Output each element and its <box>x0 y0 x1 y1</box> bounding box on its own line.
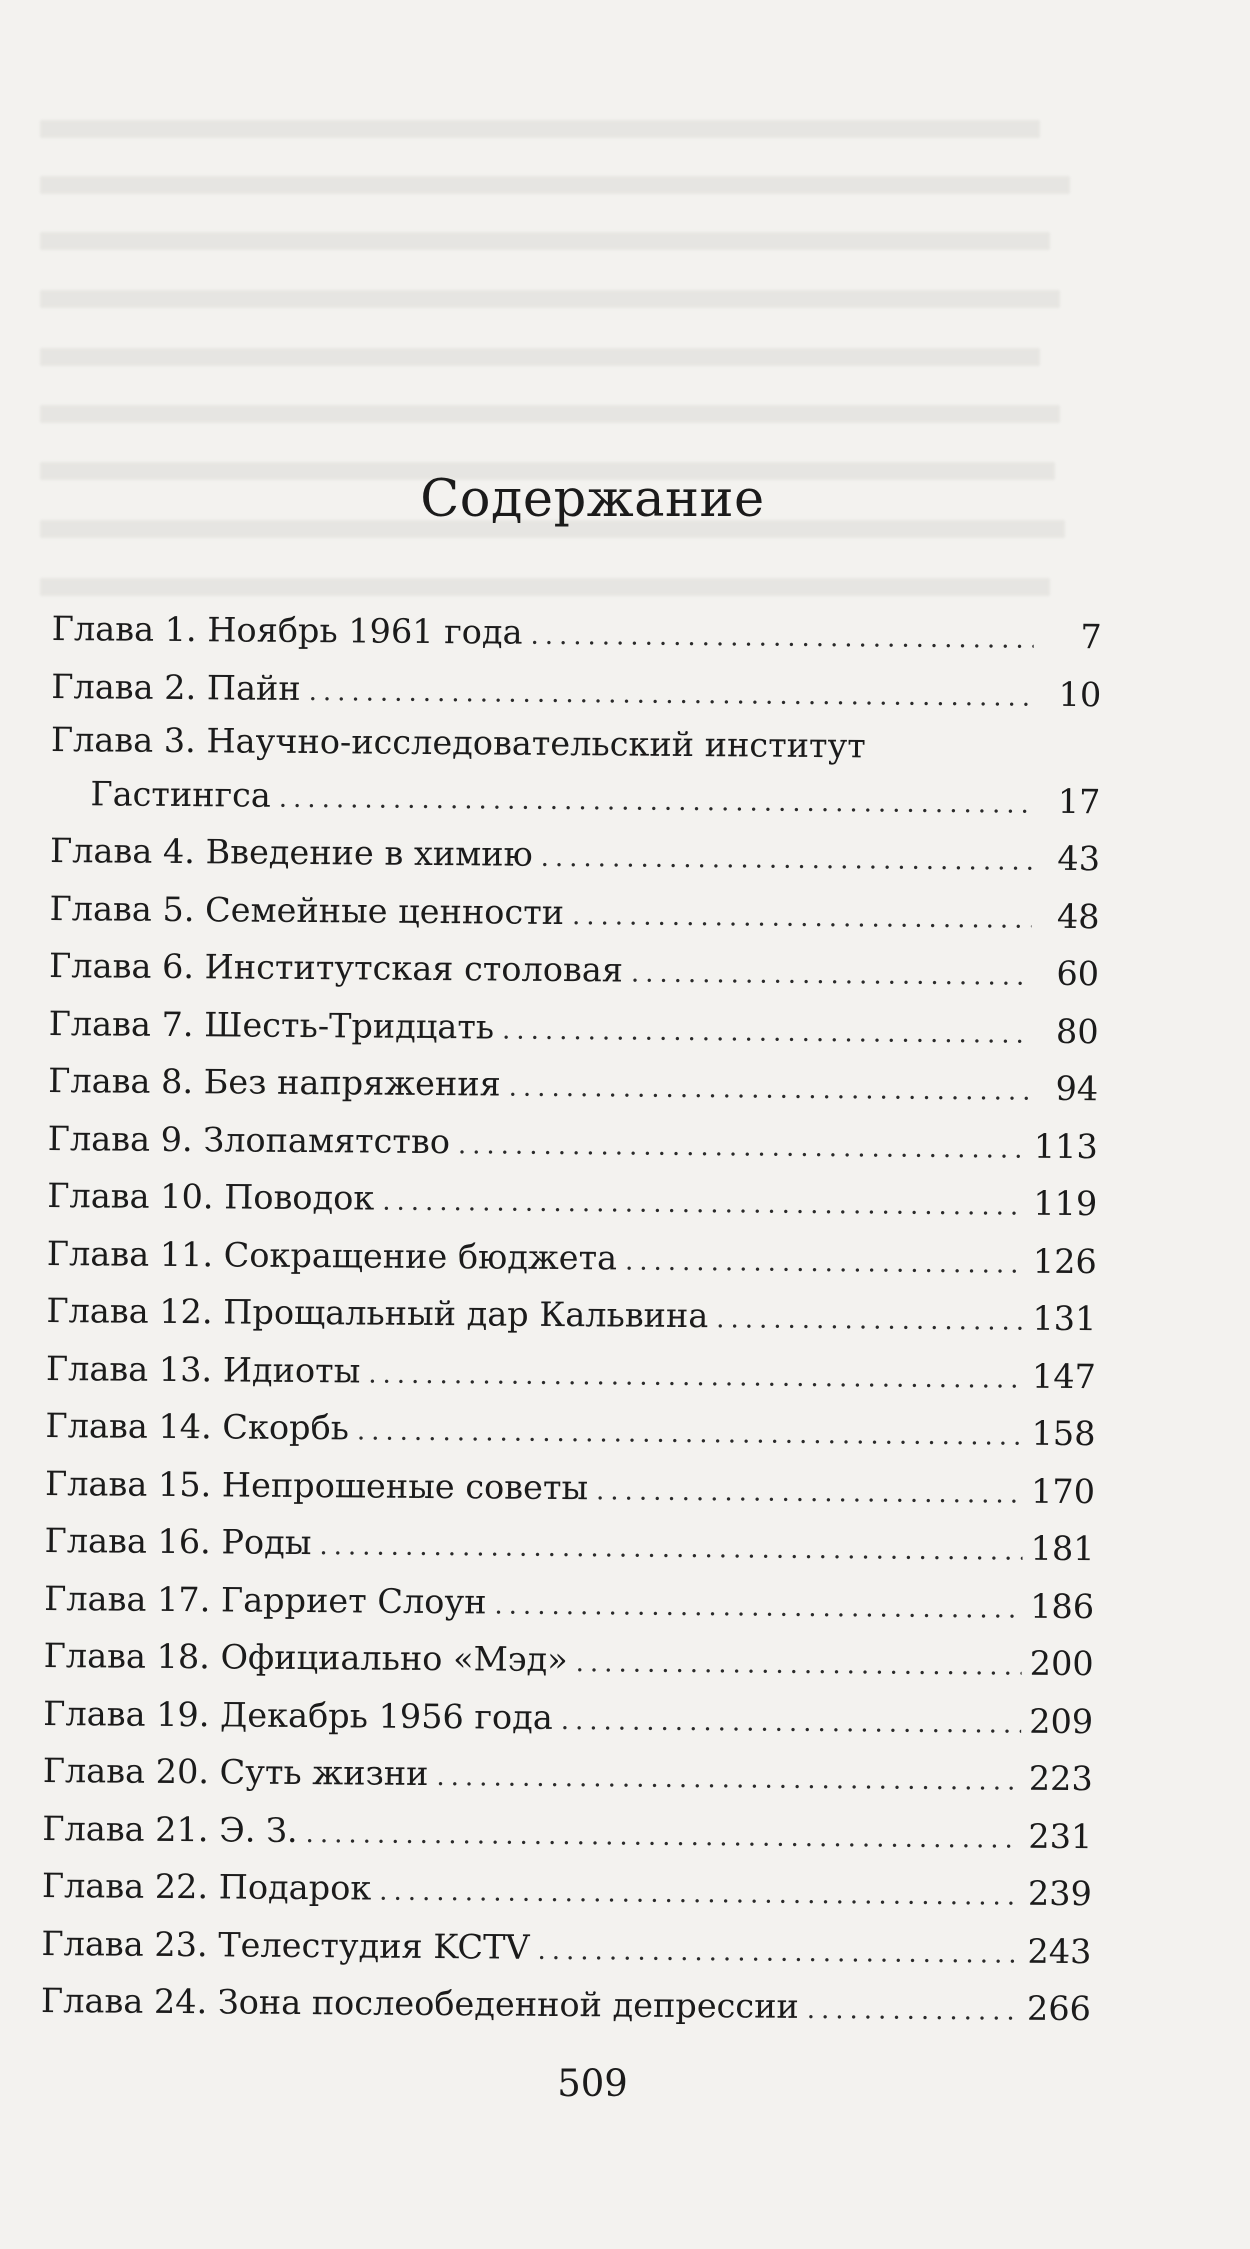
toc-entry-page: 80 <box>1055 1011 1099 1051</box>
dot-leader <box>572 888 1032 949</box>
toc-entry-title: Глава 9. Злопамятство <box>47 1118 451 1161</box>
dot-leader <box>537 1922 1019 1983</box>
dot-leader <box>530 608 1034 669</box>
toc-entry-title: Глава 22. Подарок <box>41 1865 372 1908</box>
dot-leader <box>458 1117 1026 1179</box>
dot-leader <box>368 1346 1024 1409</box>
toc-entry-title-continuation: Гастингса <box>90 774 272 815</box>
toc-entry-title: Глава 12. Прощальный дар Кальвина <box>46 1290 709 1336</box>
toc-entry-title: Глава 4. Введение в химию <box>49 830 533 874</box>
dot-leader <box>575 1635 1021 1696</box>
toc-entry-page: 186 <box>1030 1586 1095 1626</box>
toc-entry-page: 119 <box>1033 1183 1098 1224</box>
toc-entry-page: 223 <box>1028 1758 1093 1799</box>
dot-leader <box>631 946 1032 1007</box>
toc-entry-page: 266 <box>1026 1988 1092 2029</box>
toc-entry-title: Глава 24. Зона послеобеденной депрессии <box>40 1980 799 2026</box>
toc-entry-title: Глава 18. Официально «Мэд» <box>43 1635 568 1680</box>
toc-entry-title: Глава 8. Без напряжения <box>48 1060 501 1104</box>
toc-entry-title: Глава 10. Поводок <box>47 1175 375 1218</box>
toc-entry-title: Глава 1. Ноябрь 1961 года <box>51 608 523 652</box>
toc-entry-page: 48 <box>1056 896 1100 936</box>
toc-entry-page: 231 <box>1028 1816 1093 1856</box>
toc-entry-title: Глава 11. Сокращение бюджета <box>46 1233 618 1277</box>
toc-entry-title: Глава 7. Шесть-Тридцать <box>48 1003 495 1046</box>
toc-entry-title: Глава 21. Э. З. <box>42 1808 298 1850</box>
toc-entry-page: 126 <box>1032 1241 1097 1281</box>
toc-entry-title: Глава 3. Научно-исследовательский институт <box>50 719 866 766</box>
toc-entry-page: 113 <box>1033 1126 1098 1166</box>
dot-leader <box>561 1693 1022 1754</box>
toc-entry-page: 7 <box>1080 617 1102 657</box>
toc-entry <box>52 600 1102 666</box>
dot-leader <box>807 1982 1020 2041</box>
toc-entry-page: 158 <box>1031 1413 1096 1454</box>
dot-leader <box>625 1233 1025 1294</box>
dot-leader <box>540 830 1032 891</box>
table-of-contents <box>41 600 1102 2038</box>
toc-entry-page: 239 <box>1027 1873 1093 1914</box>
toc-entry-title: Глава 19. Декабрь 1956 года <box>43 1693 553 1737</box>
toc-entry-title: Глава 17. Гарриет Слоун <box>44 1578 487 1621</box>
toc-entry-page: 209 <box>1029 1701 1094 1741</box>
toc-entry-page: 181 <box>1030 1528 1095 1569</box>
toc-entry-page: 131 <box>1032 1298 1097 1339</box>
toc-entry-page: 10 <box>1058 674 1102 714</box>
dot-leader <box>596 1463 1023 1524</box>
toc-entry-page: 17 <box>1057 781 1101 822</box>
dot-leader <box>379 1864 1020 1927</box>
dot-leader <box>494 1577 1022 1639</box>
toc-entry-title: Глава 16. Роды <box>44 1520 312 1563</box>
dot-leader <box>436 1749 1021 1811</box>
toc-entry-page: 43 <box>1057 838 1101 879</box>
toc-entry-title: Глава 20. Суть жизни <box>42 1750 429 1793</box>
toc-entry-title: Глава 15. Непрошеные советы <box>44 1463 589 1507</box>
toc-entry-title: Глава 13. Идиоты <box>45 1348 361 1390</box>
toc-entry-page: 147 <box>1031 1356 1097 1396</box>
toc-entry-page: 60 <box>1056 953 1100 994</box>
dot-leader <box>305 1806 1020 1869</box>
toc-entry-title: Глава 2. Пайн <box>51 666 301 708</box>
toc-entry-title: Глава 14. Скорбь <box>45 1405 350 1448</box>
dot-leader <box>382 1174 1025 1237</box>
toc-entry-title: Глава 5. Семейные ценности <box>49 888 565 932</box>
toc-entry-title: Глава 6. Институтская столовая <box>48 945 624 990</box>
toc-entry-page: 200 <box>1029 1643 1094 1684</box>
toc-entry-page: 94 <box>1055 1068 1099 1109</box>
toc-entry-page: 170 <box>1030 1471 1096 1511</box>
page-title: Содержание <box>420 470 765 529</box>
page-number: 509 <box>557 2062 628 2105</box>
dot-leader <box>502 1002 1031 1064</box>
dot-leader <box>716 1291 1025 1351</box>
toc-entry-page: 243 <box>1027 1931 1092 1971</box>
toc-entry-continuation <box>50 765 1100 830</box>
toc-entry-title: Глава 23. Телестудия KCTV <box>41 1923 530 1967</box>
dot-leader <box>508 1060 1030 1122</box>
